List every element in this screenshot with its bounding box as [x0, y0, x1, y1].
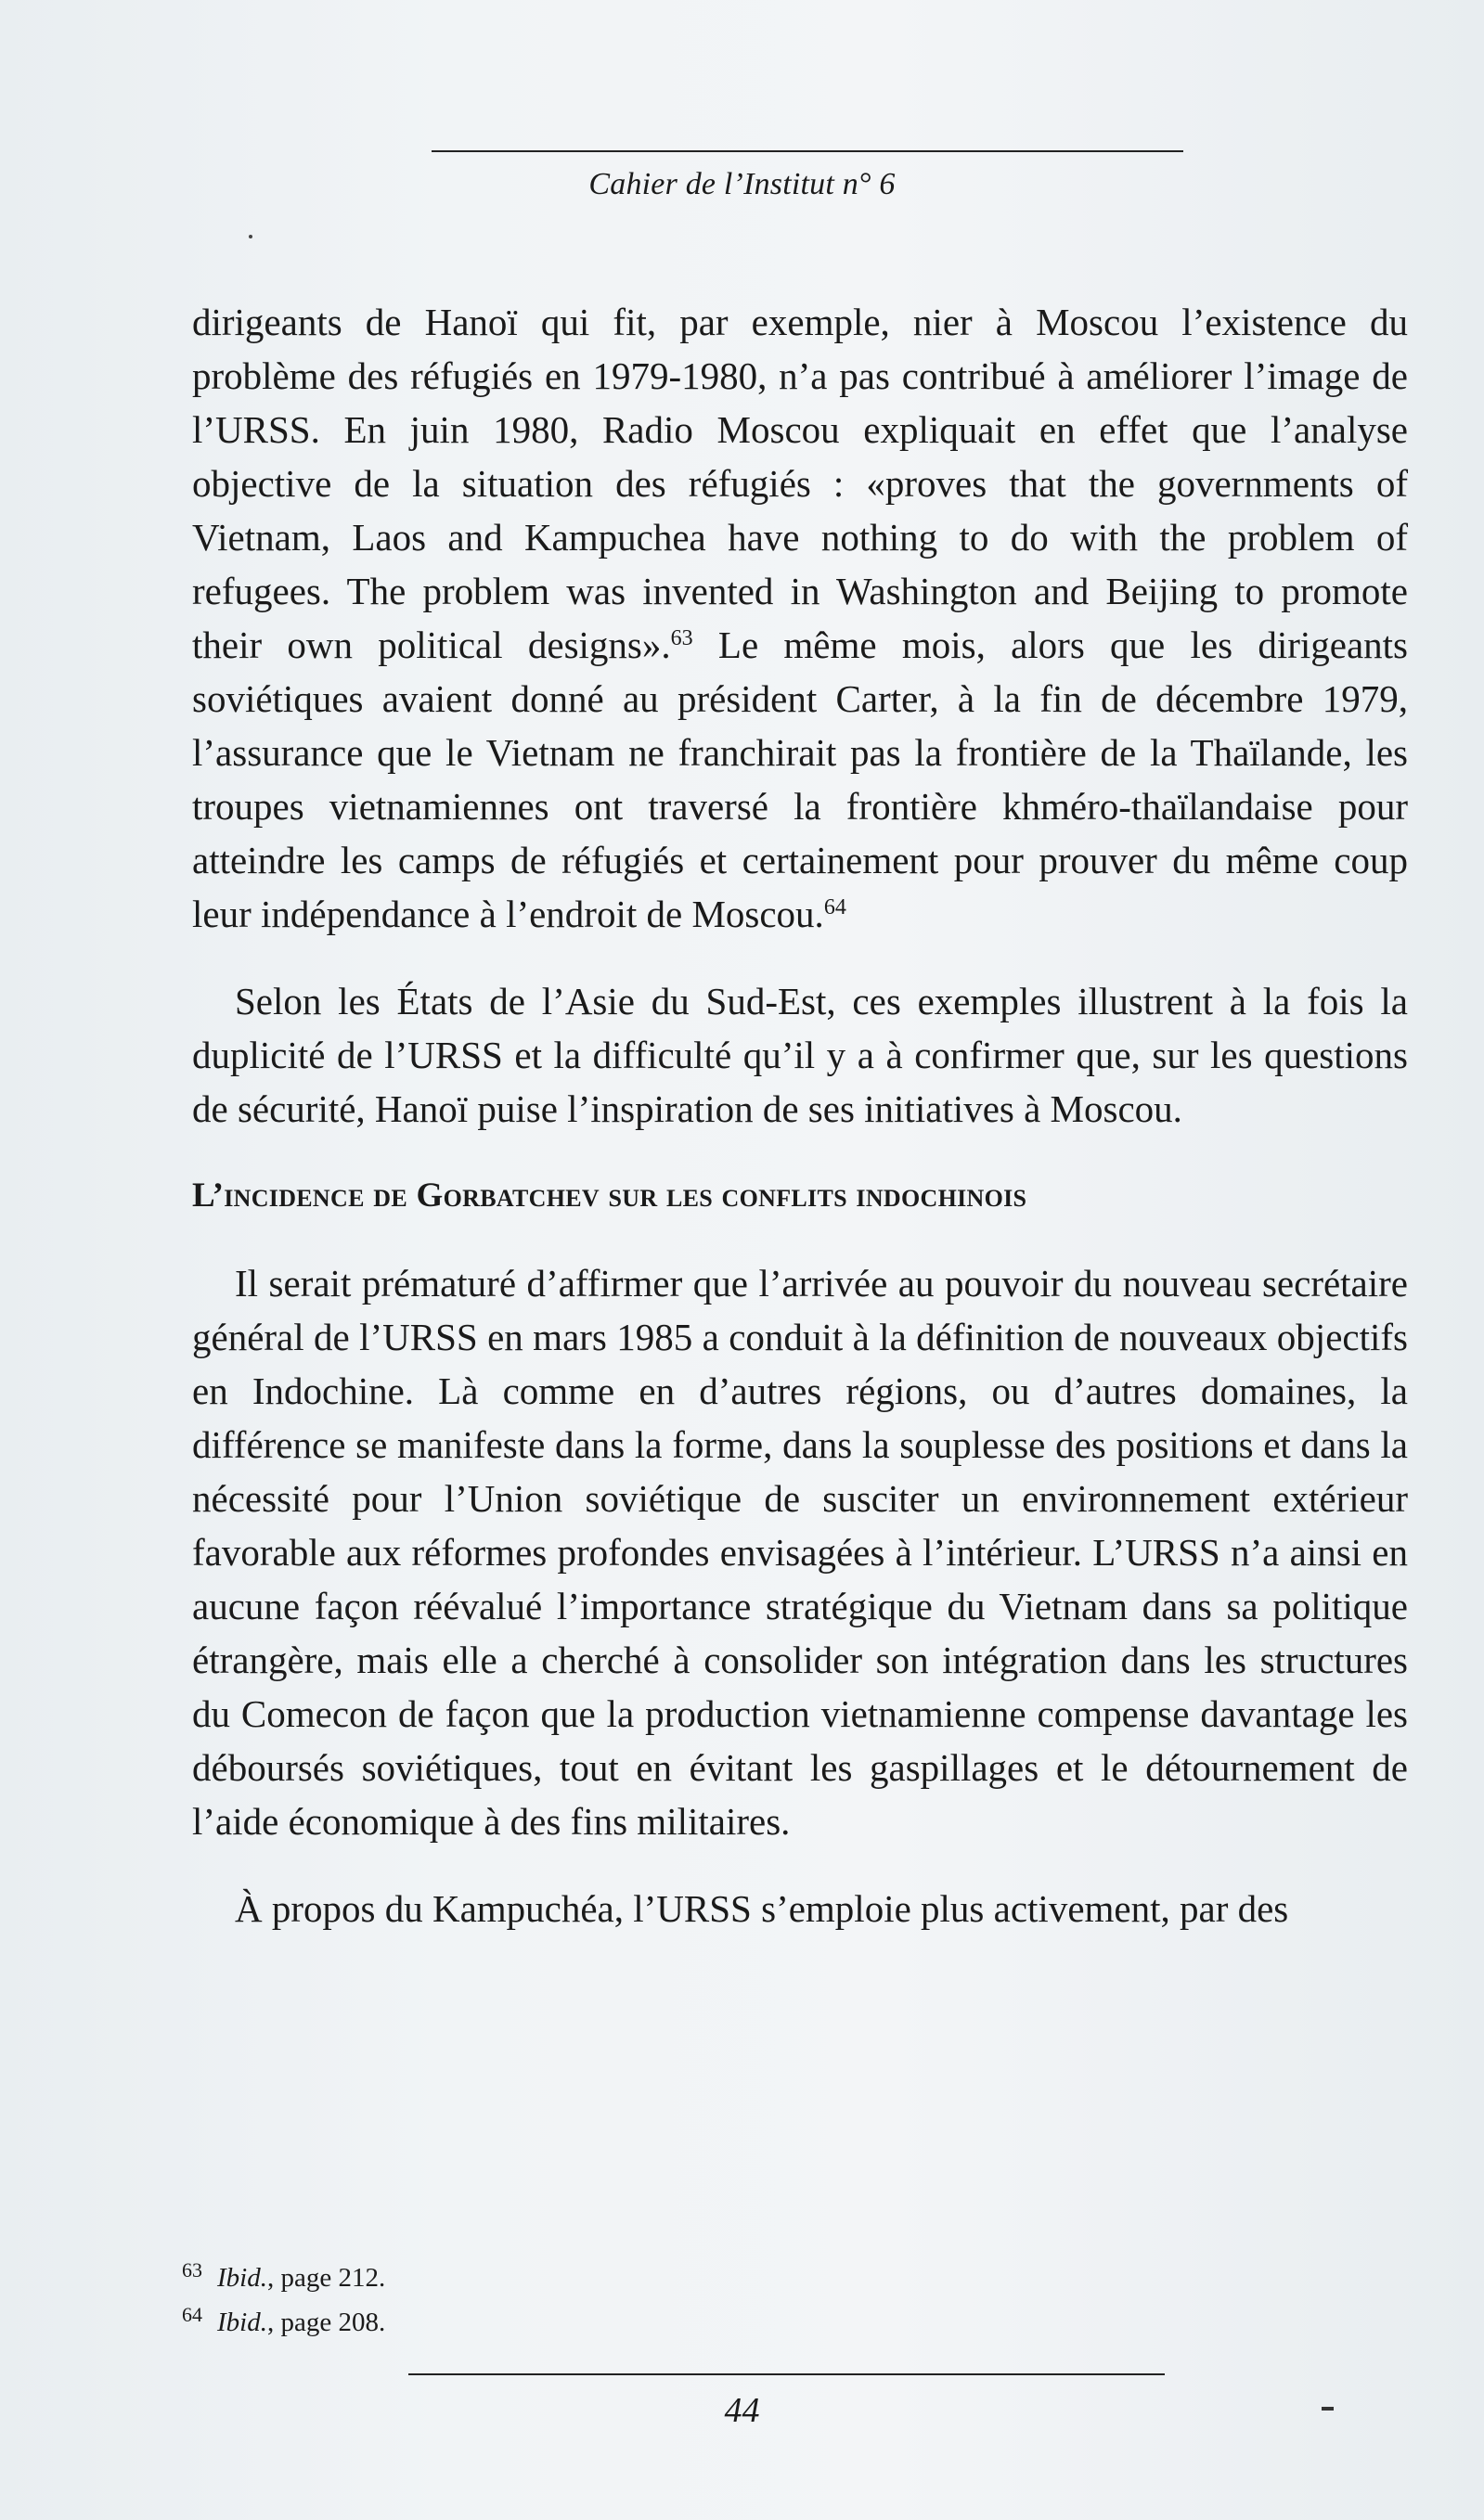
footnote-ref-63: 63 [670, 626, 693, 650]
page-number: 44 [724, 2391, 760, 2430]
footnote-source: Ibid. [217, 2263, 267, 2293]
paragraph-3: Il serait prématuré d’affirmer que l’arrivée au pouvoir du nouveau secrétaire général de l’URSS en mars 1985 a conduit à la définition de nouveaux objectifs en Indochine. Là comme en d’autres régions, ou d’autres domaines, la différence se manifeste dans la forme, dans la souplesse des positions et dans la nécessité pour l’Union soviétique de susciter un environnement extérieur favorable aux réformes profondes envisagées à l’intérieur. L’URSS n’a ainsi en aucune façon réévalué l’importance stratégique du Vietnam dans sa politique étrangère, mais elle a cherché à consolider son intégration dans les structures du Comecon de façon que la production vietnamienne compense davantage les déboursés soviétiques, tout en évitant les gaspillages et le détournement de l’aide économique à des fins militaires. [192, 1262, 1408, 1843]
paragraph-1-text-a: dirigeants de Hanoï qui fit, par exemple, nier à Moscou l’existence du problème des réfugiés en 1979-1980, n’a pas contribué à améliorer l’image de l’URSS. En juin 1980, Radio Moscou expliquait en effet que l’analyse objective de la situation des réfugiés : «proves that the governments of Vietnam, Laos and Kampuchea have nothing to do with the problem of refugees. The problem was invented in Washington and Beijing to promote their own political designs». [192, 301, 1408, 666]
paragraph-4: À propos du Kampuchéa, l’URSS s’emploie plus activement, par des [235, 1887, 1289, 1930]
stray-mark [1322, 2407, 1334, 2411]
section-heading: L’incidence de Gorbatchev sur les conflits indochinois [192, 1176, 1027, 1215]
running-head: Cahier de l’Institut n° 6 [588, 167, 896, 201]
footnote-source: Ibid. [217, 2308, 267, 2337]
footer-rule [408, 2373, 1165, 2375]
footnotes [182, 2252, 385, 2341]
header-rule [432, 150, 1183, 152]
footnote-number: 63 [182, 2258, 202, 2282]
footnote-63 [182, 2252, 385, 2296]
paragraph-1-text-b: Le même mois, alors que les dirigeants soviétiques avaient donné au président Carter, à la fin de décembre 1979, l’assurance que le Vietnam ne franchirait pas la frontière de la Thaïlande, les troupes vietnamiennes ont traversé la frontière khméro-thaïlandaise pour atteindre les camps de réfugiés et certainement pour prouver du même coup leur indépendance à l’endroit de Moscou. [192, 624, 1409, 935]
stray-mark [249, 235, 252, 238]
footnote-page: , page 208. [266, 2308, 386, 2337]
paragraph-2: Selon les États de l’Asie du Sud-Est, ces exemples illustrent à la fois la duplicité de l’URSS et la difficulté qu’il y a à confirmer que, sur les questions de sécurité, Hanoï puise l’inspiration de ses initiatives à Moscou. [192, 980, 1408, 1130]
footnote-page: , page 212. [266, 2263, 386, 2293]
footnote-64 [182, 2296, 385, 2341]
body-text [192, 295, 1408, 1935]
footnote-number: 64 [182, 2303, 202, 2326]
paragraph-1 [192, 295, 1408, 941]
footnote-ref-64: 64 [823, 895, 846, 919]
